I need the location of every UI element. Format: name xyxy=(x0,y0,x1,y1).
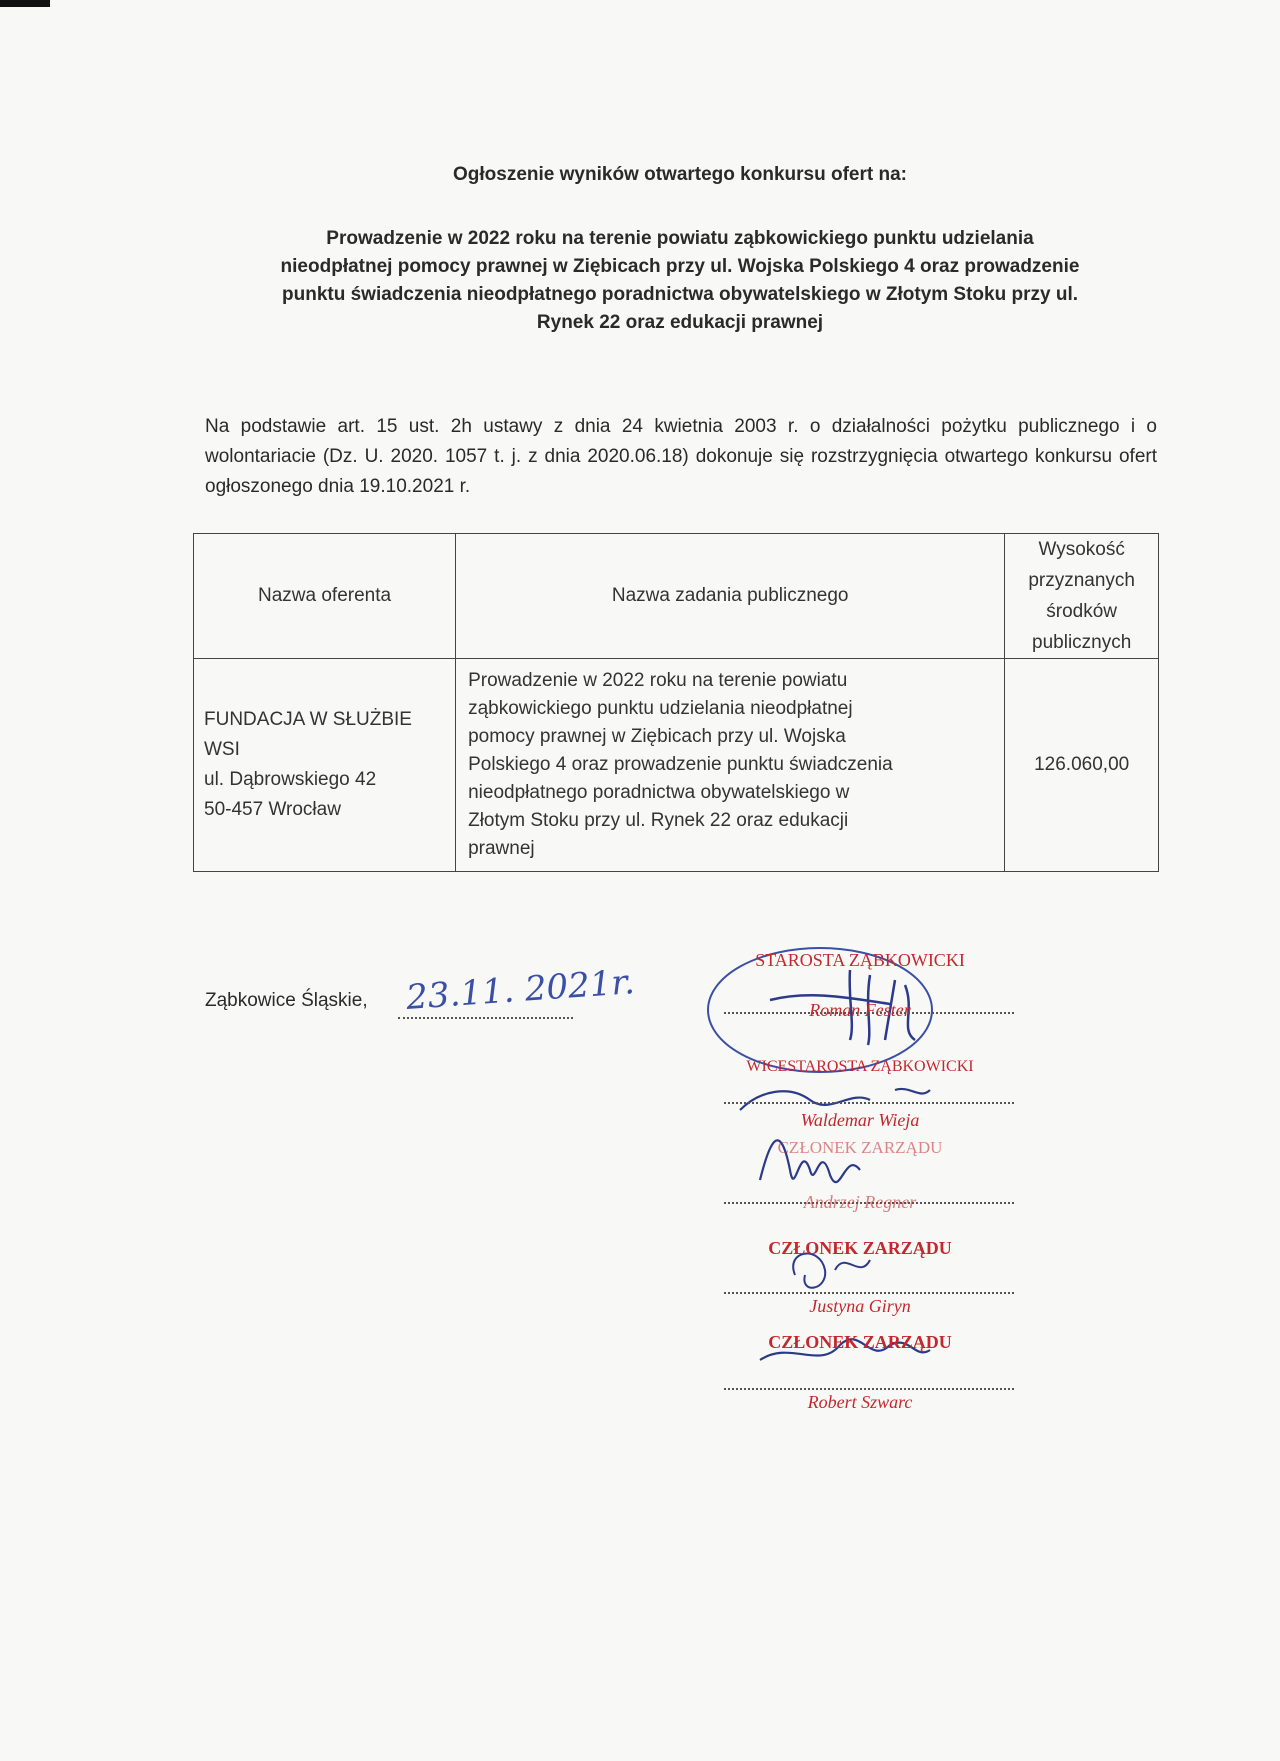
header-amount-line: Wysokość xyxy=(1038,539,1125,560)
signature-wieja xyxy=(740,1089,930,1110)
stamp-name: Robert Szwarc xyxy=(807,1392,913,1412)
task-line: Polskiego 4 oraz prowadzenie punktu świadczenia xyxy=(468,754,893,775)
offerer-line: 50-457 Wrocław xyxy=(204,799,341,820)
handwritten-date: 23.11. 2021r. xyxy=(404,962,636,1018)
header-offerer: Nazwa oferenta xyxy=(194,534,456,659)
document-title: Ogłoszenie wyników otwartego konkursu ofert na: xyxy=(453,164,907,185)
signature-line xyxy=(724,1388,1014,1390)
stamp-name: Justyna Giryn xyxy=(809,1296,911,1316)
table-header-row xyxy=(194,534,1159,659)
place-label: Ząbkowice Śląskie, xyxy=(205,990,368,1011)
stamp-title: CZŁONEK ZARZĄDU xyxy=(777,1138,943,1157)
subtitle-line: nieodpłatnej pomocy prawnej w Ziębicach przy ul. Wojska Polskiego 4 oraz prowadzenie xyxy=(280,256,1080,277)
header-amount-line: środków xyxy=(1046,601,1118,622)
task-line: prawnej xyxy=(468,838,535,859)
header-amount-line: publicznych xyxy=(1032,632,1132,653)
stamp-title: CZŁONEK ZARZĄDU xyxy=(768,1332,952,1352)
header-task: Nazwa zadania publicznego xyxy=(456,534,1005,659)
scan-edge-mark xyxy=(0,0,50,7)
header-amount xyxy=(1005,534,1159,659)
header-amount-line: przyznanych xyxy=(1028,570,1135,591)
document-subtitle xyxy=(200,225,1160,337)
task-line: Prowadzenie w 2022 roku na terenie powiatu xyxy=(468,670,848,691)
signature-line xyxy=(724,1292,1014,1294)
cell-task xyxy=(456,659,1005,872)
date-dotted-line xyxy=(398,1017,573,1019)
intro-paragraph: Na podstawie art. 15 ust. 2h ustawy z dnia 24 kwietnia 2003 r. o działalności pożytku publicznego i o wolontariacie (Dz. U. 2020. 1057 t. j. z dnia 2020.06.18) dokonuje się rozstrzygnięcia otwartego konkursu ofert ogłoszonego dnia 19.10.2021 r. xyxy=(205,416,1157,497)
task-line: ząbkowickiego punktu udzielania nieodpłatnej xyxy=(468,698,853,719)
results-table xyxy=(193,533,1159,872)
subtitle-line: Rynek 22 oraz edukacji prawnej xyxy=(536,312,824,333)
task-line: nieodpłatnego poradnictwa obywatelskiego w xyxy=(468,782,850,803)
offerer-line: WSI xyxy=(204,739,240,760)
stamp-title: CZŁONEK ZARZĄDU xyxy=(768,1238,952,1258)
stamp-name: Roman Fester xyxy=(809,1000,911,1020)
stamp-title: WICESTAROSTA ZĄBKOWICKI xyxy=(746,1058,974,1075)
offerer-line: FUNDACJA W SŁUŻBIE xyxy=(204,709,412,730)
cell-amount: 126.060,00 xyxy=(1005,659,1159,872)
stamp-name: Andrzej Regner xyxy=(803,1192,917,1212)
offerer-line: ul. Dąbrowskiego 42 xyxy=(204,769,377,790)
stamp-name: Waldemar Wieja xyxy=(800,1110,920,1130)
stamp-title: STAROSTA ZĄBKOWICKI xyxy=(755,950,965,970)
signature-block xyxy=(700,940,1020,1420)
task-line: Złotym Stoku przy ul. Rynek 22 oraz edukacji xyxy=(468,810,849,831)
cell-offerer xyxy=(194,659,456,872)
task-line: pomocy prawnej w Ziębicach przy ul. Wojska xyxy=(468,726,846,747)
signature-line xyxy=(724,1102,1014,1104)
subtitle-line: Prowadzenie w 2022 roku na terenie powiatu ząbkowickiego punktu udzielania xyxy=(326,228,1034,249)
table-row xyxy=(194,659,1159,872)
subtitle-line: punktu świadczenia nieodpłatnego poradnictwa obywatelskiego w Złotym Stoku przy ul. xyxy=(282,284,1078,305)
